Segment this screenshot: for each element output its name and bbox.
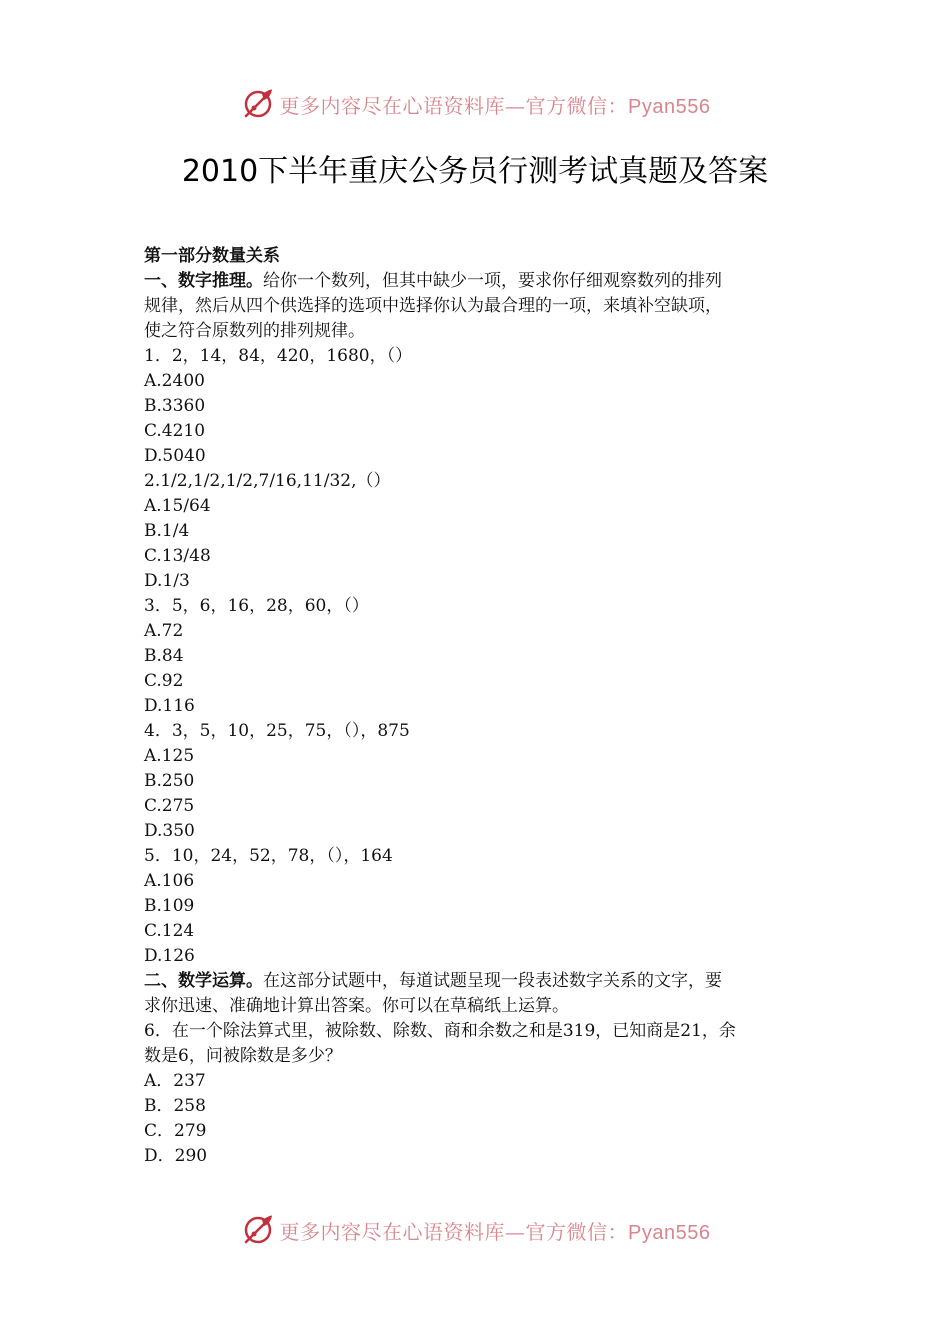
answer-option: B.3360 xyxy=(144,396,206,416)
answer-option: A.106 xyxy=(144,871,195,891)
document-body xyxy=(144,244,808,1169)
answer-option: A.2400 xyxy=(144,371,205,391)
question-stem: 3．5，6，16，28，60，（） xyxy=(144,596,369,616)
section2-intro xyxy=(144,969,808,1019)
quill-logo-icon xyxy=(240,1212,276,1248)
answer-option: C.4210 xyxy=(144,421,206,441)
section1-label: 一、数字推理。 xyxy=(144,271,263,291)
answer-option: A.15/64 xyxy=(144,496,211,516)
section1-text-line: 规律，然后从四个供选择的选项中选择你认为最合理的一项，来填补空缺项， xyxy=(144,296,722,316)
answer-option: D．290 xyxy=(144,1146,208,1166)
answer-option: B.84 xyxy=(144,646,184,666)
section1-text-line: 使之符合原数列的排列规律。 xyxy=(144,321,365,341)
answer-option: D.116 xyxy=(144,696,195,716)
answer-option: B．258 xyxy=(144,1096,206,1116)
answer-option: D.126 xyxy=(144,946,195,966)
quill-logo-icon xyxy=(240,86,276,122)
footer-banner xyxy=(0,1210,950,1250)
answer-option: D.350 xyxy=(144,821,195,841)
answer-option: A.72 xyxy=(144,621,184,641)
answer-option: D.1/3 xyxy=(144,571,190,591)
question-stem-line: 6．在一个除法算式里，被除数、除数、商和余数之和是319，已知商是21，余 xyxy=(144,1021,736,1041)
answer-option: C.275 xyxy=(144,796,195,816)
answer-option: C.92 xyxy=(144,671,184,691)
section1-text-line: 给你一个数列，但其中缺少一项，要求你仔细观察数列的排列 xyxy=(263,271,722,291)
section2-label: 二、数学运算。 xyxy=(144,971,263,991)
answer-option: A．237 xyxy=(144,1071,206,1091)
banner-text: 更多内容尽在心语资料库—官方微信：Pyan556 xyxy=(279,1219,711,1244)
part-heading: 第一部分数量关系 xyxy=(144,246,280,266)
banner-text: 更多内容尽在心语资料库—官方微信：Pyan556 xyxy=(279,93,711,118)
answer-option: C.124 xyxy=(144,921,195,941)
banner-handle: Pyan556 xyxy=(628,95,711,118)
question-stem: 1．2，14，84，420，1680，（） xyxy=(144,346,413,366)
question-stem: 2.1/2,1/2,1/2,7/16,11/32,（） xyxy=(144,471,391,491)
answer-option: B.109 xyxy=(144,896,195,916)
section2-text-line: 在这部分试题中，每道试题呈现一段表述数字关系的文字，要 xyxy=(263,971,722,991)
page-title: 2010下半年重庆公务员行测考试真题及答案 xyxy=(181,154,769,189)
section2-text-line: 求你迅速、准确地计算出答案。你可以在草稿纸上运算。 xyxy=(144,996,569,1016)
answer-option: A.125 xyxy=(144,746,195,766)
question-stem: 4．3，5，10，25，75，（），875 xyxy=(144,721,410,741)
answer-option: B.1/4 xyxy=(144,521,190,541)
section1-intro xyxy=(144,269,808,344)
banner-handle: Pyan556 xyxy=(628,1221,711,1244)
answer-option: B.250 xyxy=(144,771,195,791)
answer-option: C．279 xyxy=(144,1121,207,1141)
answer-option: C.13/48 xyxy=(144,546,211,566)
question-6 xyxy=(144,1019,808,1069)
header-banner xyxy=(0,84,950,124)
question-stem-line: 数是6，问被除数是多少？ xyxy=(144,1046,342,1066)
answer-option: D.5040 xyxy=(144,446,206,466)
question-stem: 5．10，24，52，78，（），164 xyxy=(144,846,393,866)
